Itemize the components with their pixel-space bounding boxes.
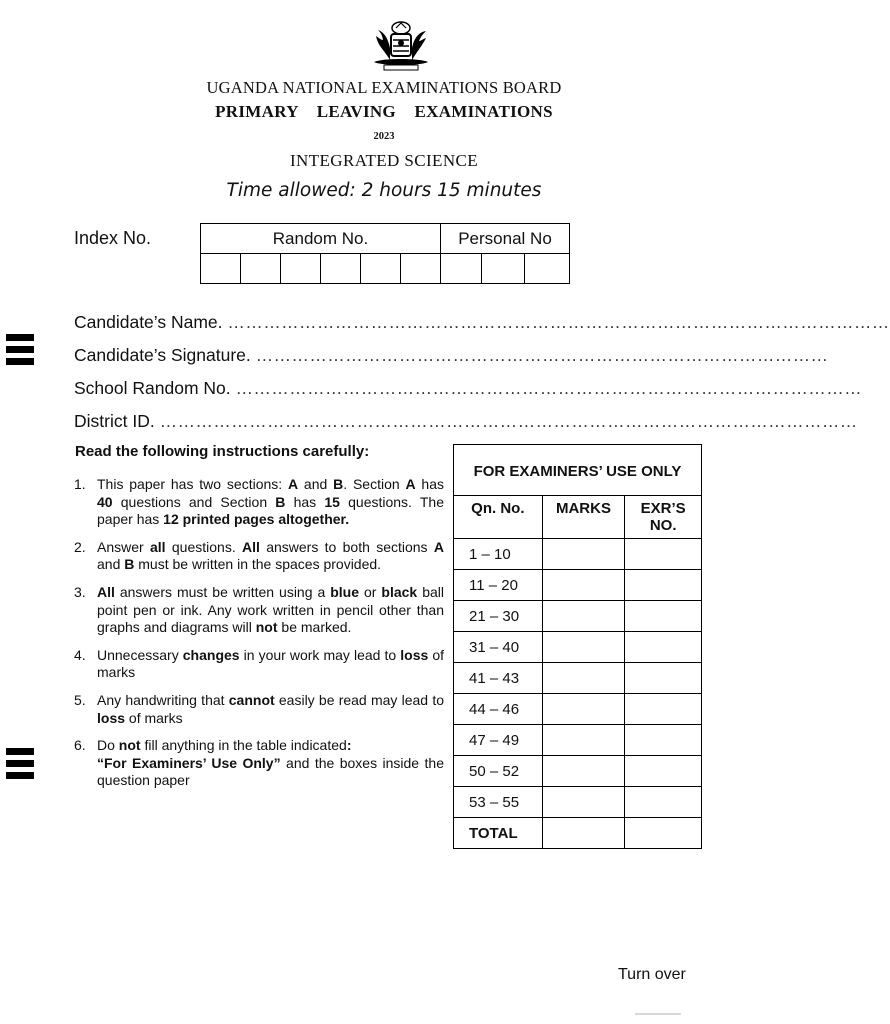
examiners-table-row	[454, 694, 702, 725]
examiner-number-cell[interactable]	[625, 663, 702, 694]
random-number-box[interactable]	[281, 254, 321, 284]
marks-cell[interactable]	[542, 694, 625, 725]
random-number-box[interactable]	[201, 254, 241, 284]
examiners-table-row	[454, 539, 702, 570]
marks-header: MARKS	[542, 496, 625, 539]
examiners-table-row	[454, 570, 702, 601]
school-random-number-dotted-line: ……………………………………………………………………………………………	[235, 378, 862, 398]
question-range-cell: 11 – 20	[454, 570, 543, 601]
instruction-item	[74, 647, 444, 682]
marks-cell[interactable]	[542, 663, 625, 694]
instruction-item	[74, 539, 444, 574]
candidate-name-label: Candidate’s Name.	[74, 312, 223, 332]
random-number-header: Random No.	[201, 224, 441, 254]
question-range-cell: 21 – 30	[454, 601, 543, 632]
examiner-number-cell[interactable]	[625, 694, 702, 725]
examiners-table-row	[454, 787, 702, 818]
question-range-cell: 47 – 49	[454, 725, 543, 756]
personal-number-header: Personal No	[441, 224, 570, 254]
instruction-text: This paper has two sections: A and B. Section A has 40 questions and Section B has 15 questions. The paper has 12 printed pages altogether.	[97, 476, 445, 528]
instruction-text: Unnecessary changes in your work may lead to loss of marks	[97, 646, 444, 681]
personal-number-box[interactable]	[441, 254, 482, 284]
time-allowed: Time allowed: 2 hours 15 minutes	[226, 180, 542, 201]
district-id-dotted-line: ………………………………………………………………………………………………………	[159, 411, 858, 431]
candidate-name-dotted-line: …………………………………………………………………………………………………	[227, 312, 890, 332]
candidate-name-field[interactable]	[74, 312, 890, 333]
instruction-number: 3.	[74, 583, 86, 600]
marks-cell[interactable]	[542, 539, 625, 570]
examiners-table-row	[454, 818, 702, 849]
footer-mark	[635, 1013, 681, 1015]
question-range-cell: 41 – 43	[454, 663, 543, 694]
examiner-number-cell[interactable]	[625, 787, 702, 818]
scan-marks-top	[6, 334, 34, 370]
instruction-item	[74, 476, 444, 529]
turn-over-note: Turn over	[618, 966, 686, 983]
index-number-label: Index No.	[74, 228, 152, 248]
district-id-label: District ID.	[74, 411, 155, 431]
marks-cell[interactable]	[542, 787, 625, 818]
examiner-number-cell[interactable]	[625, 539, 702, 570]
instruction-number: 4.	[74, 646, 86, 663]
examiners-table-row	[454, 663, 702, 694]
examiner-number-cell[interactable]	[625, 818, 702, 849]
examiner-number-cell[interactable]	[625, 632, 702, 663]
question-number-header: Qn. No.	[454, 496, 543, 539]
examiner-number-cell[interactable]	[625, 725, 702, 756]
question-range-cell: 1 – 10	[454, 539, 543, 570]
marks-cell[interactable]	[542, 725, 625, 756]
instruction-item	[74, 584, 444, 637]
instruction-number: 2.	[74, 538, 86, 555]
instruction-text: Any handwriting that cannot easily be read may lead to loss of marks	[97, 691, 444, 726]
marks-cell[interactable]	[542, 570, 625, 601]
examiners-table-row	[454, 725, 702, 756]
examiner-number-cell[interactable]	[625, 601, 702, 632]
instruction-number: 6.	[74, 737, 86, 754]
instruction-item	[74, 692, 444, 727]
examiners-use-table	[453, 444, 702, 849]
random-number-box[interactable]	[401, 254, 441, 284]
instructions-title: Read the following instructions carefully:	[75, 443, 370, 460]
examiner-number-header: EXR’S NO.	[625, 496, 702, 539]
candidate-signature-label: Candidate’s Signature.	[74, 345, 251, 365]
school-random-number-field[interactable]	[74, 378, 862, 399]
examiner-number-cell[interactable]	[625, 756, 702, 787]
instruction-text: Do not fill anything in the table indicated: “For Examiners’ Use Only” and the boxes inside the question paper	[97, 737, 444, 789]
index-number-grid	[200, 223, 570, 284]
instruction-number: 1.	[74, 476, 86, 492]
district-id-field[interactable]	[74, 411, 858, 432]
random-number-box[interactable]	[361, 254, 401, 284]
random-number-box[interactable]	[321, 254, 361, 284]
instruction-number: 5.	[74, 691, 86, 708]
personal-number-box[interactable]	[525, 254, 570, 284]
uganda-coat-of-arms-icon	[366, 20, 436, 72]
question-range-cell: 44 – 46	[454, 694, 543, 725]
board-title: UGANDA NATIONAL EXAMINATIONS BOARD	[206, 78, 562, 97]
marks-cell[interactable]	[542, 601, 625, 632]
subject-title: INTEGRATED SCIENCE	[289, 151, 479, 170]
examiners-table-row	[454, 632, 702, 663]
marks-cell[interactable]	[542, 756, 625, 787]
instruction-text: Answer all questions. All answers to both sections A and B must be written in the spaces provided.	[97, 538, 444, 573]
exam-year: 2023	[373, 131, 395, 142]
candidate-signature-dotted-line: ……………………………………………………………………………………	[255, 345, 829, 365]
question-range-cell: 50 – 52	[454, 756, 543, 787]
instructions-list	[74, 476, 444, 800]
random-number-box[interactable]	[241, 254, 281, 284]
instruction-text: All answers must be written using a blue or black ball point pen or ink. Any work written in pencil other than graphs and diagrams will not be marked.	[97, 583, 444, 636]
question-range-cell: TOTAL	[454, 818, 543, 849]
examiners-table-row	[454, 756, 702, 787]
school-random-number-label: School Random No.	[74, 378, 231, 398]
examiners-table-title: FOR EXAMINERS’ USE ONLY	[454, 445, 702, 496]
question-range-cell: 53 – 55	[454, 787, 543, 818]
instruction-item	[74, 737, 444, 790]
marks-cell[interactable]	[542, 632, 625, 663]
exam-title: PRIMARY LEAVING EXAMINATIONS	[215, 102, 553, 121]
candidate-signature-field[interactable]	[74, 345, 829, 366]
examiner-number-cell[interactable]	[625, 570, 702, 601]
question-range-cell: 31 – 40	[454, 632, 543, 663]
marks-cell[interactable]	[542, 818, 625, 849]
examiners-table-row	[454, 601, 702, 632]
personal-number-box[interactable]	[482, 254, 525, 284]
scan-marks-bottom	[6, 748, 34, 784]
